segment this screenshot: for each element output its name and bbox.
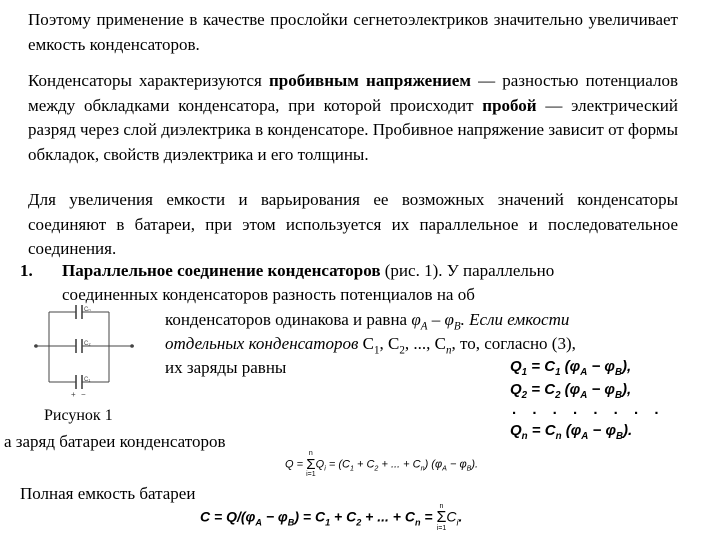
label-cn: Cₙ xyxy=(84,307,91,313)
terminal-b xyxy=(130,344,134,348)
formula-total-capacitance: $C = Q/(\varphi_A - \varphi_B) = C_1 + C_2$ + ... + $C_n$ = n Σ i=1 $C_i$. xyxy=(200,503,463,532)
label-c2: C₂ xyxy=(84,341,91,347)
plus-sign: + xyxy=(71,390,76,399)
item-heading-line xyxy=(62,259,554,283)
formula-qn: $Q_n = C_n$ $(\varphi_A - \varphi_B)$. xyxy=(510,422,633,442)
text: – xyxy=(427,310,445,329)
text: отдельных конденсаторов xyxy=(165,334,363,353)
phi: φ xyxy=(411,310,421,329)
text: , ..., xyxy=(404,334,435,353)
cap: C xyxy=(362,334,374,353)
paragraph-breakdown xyxy=(28,69,678,167)
text: , xyxy=(379,334,389,353)
sum-symbol: n Σ i=1 xyxy=(306,450,316,478)
sub: n xyxy=(445,344,452,357)
item-title: Параллельное соединение конденсаторов xyxy=(62,261,381,280)
paragraph-batteries: Для увеличения емкости и варьирования ее возможных значений конденсаторы соединяют в батареи, при этом используется их параллельное и последовательное соединения. xyxy=(28,190,678,258)
cap: C xyxy=(388,334,400,353)
label-c1: C₁ xyxy=(84,377,91,383)
text: , то, согласно (3), xyxy=(451,334,576,353)
sub: B xyxy=(453,320,461,333)
cap: C xyxy=(434,334,446,353)
terminal-a xyxy=(34,344,38,348)
text: — электрический разряд через слой диэлектрика в конденсаторе. Пробивное напряжение зависит от формы обкладок, свойств диэлектрика и его толщины. xyxy=(28,95,678,164)
formula-q1: $Q_1 = C_1$ $(\varphi_A - \varphi_B)$, xyxy=(510,358,632,378)
phi: φ xyxy=(444,310,454,329)
term-breakdown: пробой xyxy=(482,95,537,115)
text: Конденсаторы характеризуются xyxy=(28,71,270,90)
formula-dots: . . . . . . . . xyxy=(512,401,665,418)
item-line-5: их заряды равны xyxy=(165,358,287,377)
text: (рис. 1). У параллельно xyxy=(380,261,555,280)
figure-caption: Рисунок 1 xyxy=(44,407,113,424)
circuit-diagram xyxy=(34,300,134,400)
text: — разностью потенциалов между обкладками конденсатора, при которой происходит xyxy=(28,71,678,115)
sub: 2 xyxy=(399,344,405,357)
sub: A xyxy=(420,320,428,333)
battery-charge-label: а заряд батареи конденсаторов xyxy=(4,432,226,451)
sub: 1 xyxy=(373,344,380,357)
formula-q2: $Q_2 = C_2$ $(\varphi_A - \varphi_B)$, xyxy=(510,381,632,401)
formula-battery-charge: Q = n Σ i=1 $Q_i = (C_1 + C_2$ + ... + $C_n$) $(\varphi_A - \varphi_B)$. xyxy=(285,450,479,478)
sum-symbol: n Σ i=1 xyxy=(436,503,447,532)
item-line-2: соединенных конденсаторов разность потенциалов на об xyxy=(62,285,475,304)
term-breakdown-voltage: пробивным напряжением xyxy=(269,71,471,90)
list-number: 1. xyxy=(20,261,33,280)
text: . Если емкости xyxy=(460,310,570,329)
minus-sign: − xyxy=(81,390,86,399)
text: конденсаторов одинакова и равна xyxy=(165,310,412,329)
paragraph-ferroelectric: Поэтому применение в качестве прослойки сегнетоэлектриков значительно увеличивает емкость конденсаторов. xyxy=(28,10,678,54)
capacitance-label: Полная емкость батареи xyxy=(20,484,196,503)
